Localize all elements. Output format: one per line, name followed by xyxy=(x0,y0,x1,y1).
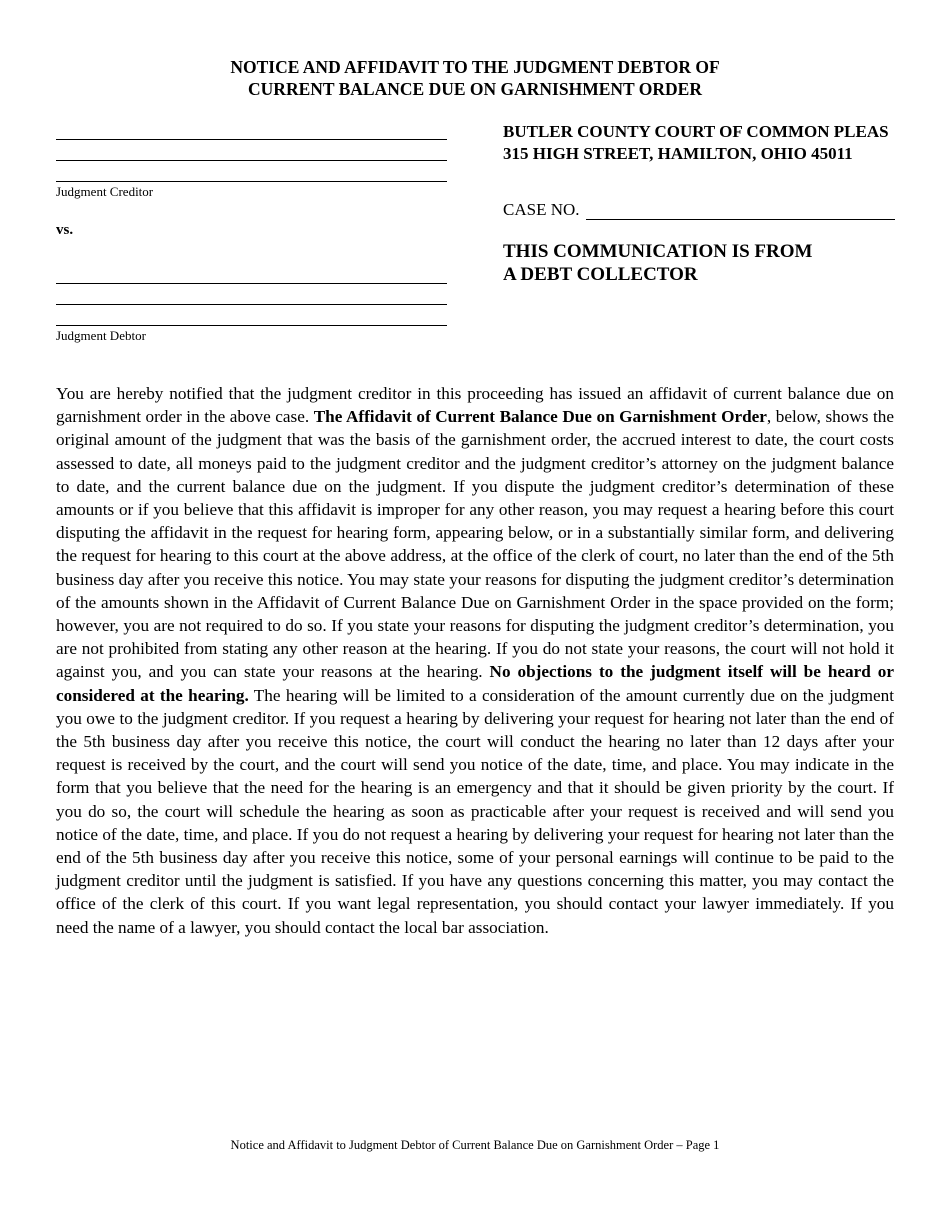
judgment-creditor-label: Judgment Creditor xyxy=(56,184,154,199)
debt-collector-notice xyxy=(503,240,812,286)
document-title-line-2: CURRENT BALANCE DUE ON GARNISHMENT ORDER xyxy=(248,79,702,99)
case-number-field xyxy=(503,200,895,220)
court-name: BUTLER COUNTY COURT OF COMMON PLEAS xyxy=(503,122,889,141)
versus-label: vs. xyxy=(56,222,74,238)
body-text-part-3: The hearing will be limited to a consideration of the amount currently due on the judgment you owe to the judgment creditor. If you request a hearing by delivering your request for hearing not later than the end of the 5th business day after you receive this notice, the court will conduct the hearing no later than 12 days after your request is received by the court, and the court will send you notice of the date, time, and place. You may indicate in the form that you believe that the need for the hearing is an emergency and that it should be given priority by the court. If you do so, the court will schedule the hearing as soon as practicable after your request is received and will send you notice of the date, time, and place. If you do not request a hearing by delivering your request for hearing not later than the end of the 5th business day after you receive this notice, some of your personal earnings will continue to be paid to the judgment creditor until the judgment is satisfied. If you have any questions concerning this matter, you may contact the office of the clerk of this court. If you want legal representation, you should contact your lawyer immediately. If you need the name of a lawyer, you should contact the local bar association. xyxy=(56,685,894,937)
document-title-line-1: NOTICE AND AFFIDAVIT TO THE JUDGMENT DEBTOR OF xyxy=(230,57,720,77)
case-number-input-line[interactable] xyxy=(586,203,895,220)
creditor-name-line-1[interactable] xyxy=(56,139,447,140)
debt-collector-line-1: THIS COMMUNICATION IS FROM xyxy=(503,241,813,262)
case-number-label: CASE NO. xyxy=(503,200,580,219)
body-bold-no-objections: No objections to the judgment itself will be heard or considered at the hearing. xyxy=(56,662,894,705)
document-title xyxy=(0,56,950,100)
court-address: 315 HIGH STREET, HAMILTON, OHIO 45011 xyxy=(503,144,853,163)
court-info xyxy=(503,121,889,165)
body-bold-affidavit-title: The Affidavit of Current Balance Due on Garnishment Order xyxy=(313,407,767,427)
debtor-name-line-2[interactable] xyxy=(56,304,447,305)
page-footer: Notice and Affidavit to Judgment Debtor of Current Balance Due on Garnishment Order – Page 1 xyxy=(230,1138,720,1152)
body-text-part-2: , below, shows the original amount of the judgment that was the basis of the garnishment order, the accrued interest to date, the court costs assessed to date, all moneys paid to the judgment creditor and the judgment creditor’s attorney on the judgment balance to date, and the current balance due on the judgment. If you dispute the judgment creditor’s determination of these amounts or if you believe that this affidavit is improper for any other reason, you may request a hearing before this court disputing the affidavit in the request for hearing form, appearing below, or in a substantially similar form, and delivering the request for hearing to this court at the above address, at the office of the clerk of court, no later than the end of the 5th business day after you receive this notice. You may state your reasons for disputing the judgment creditor’s determination of the amounts shown in the Affidavit of Current Balance Due on Garnishment Order in the space provided on the form; however, you are not required to do so. If you state your reasons for disputing the judgment creditor’s determination, you are not prohibited from stating any other reason at the hearing. If you do not state your reasons, the court will not hold it against you, and you can state your reasons at the hearing. xyxy=(56,407,894,682)
body-text-part-1: You are hereby notified that the judgment creditor in this proceeding has issued an affidavit of current balance due on garnishment order in the above case. xyxy=(56,384,894,427)
creditor-name-line-3[interactable] xyxy=(56,181,447,182)
creditor-name-line-2[interactable] xyxy=(56,160,447,161)
notice-body-paragraph xyxy=(56,382,894,939)
judgment-debtor-label: Judgment Debtor xyxy=(56,328,146,343)
debt-collector-line-2: A DEBT COLLECTOR xyxy=(503,264,698,285)
debtor-name-line-1[interactable] xyxy=(56,283,447,284)
debtor-name-line-3[interactable] xyxy=(56,325,447,326)
